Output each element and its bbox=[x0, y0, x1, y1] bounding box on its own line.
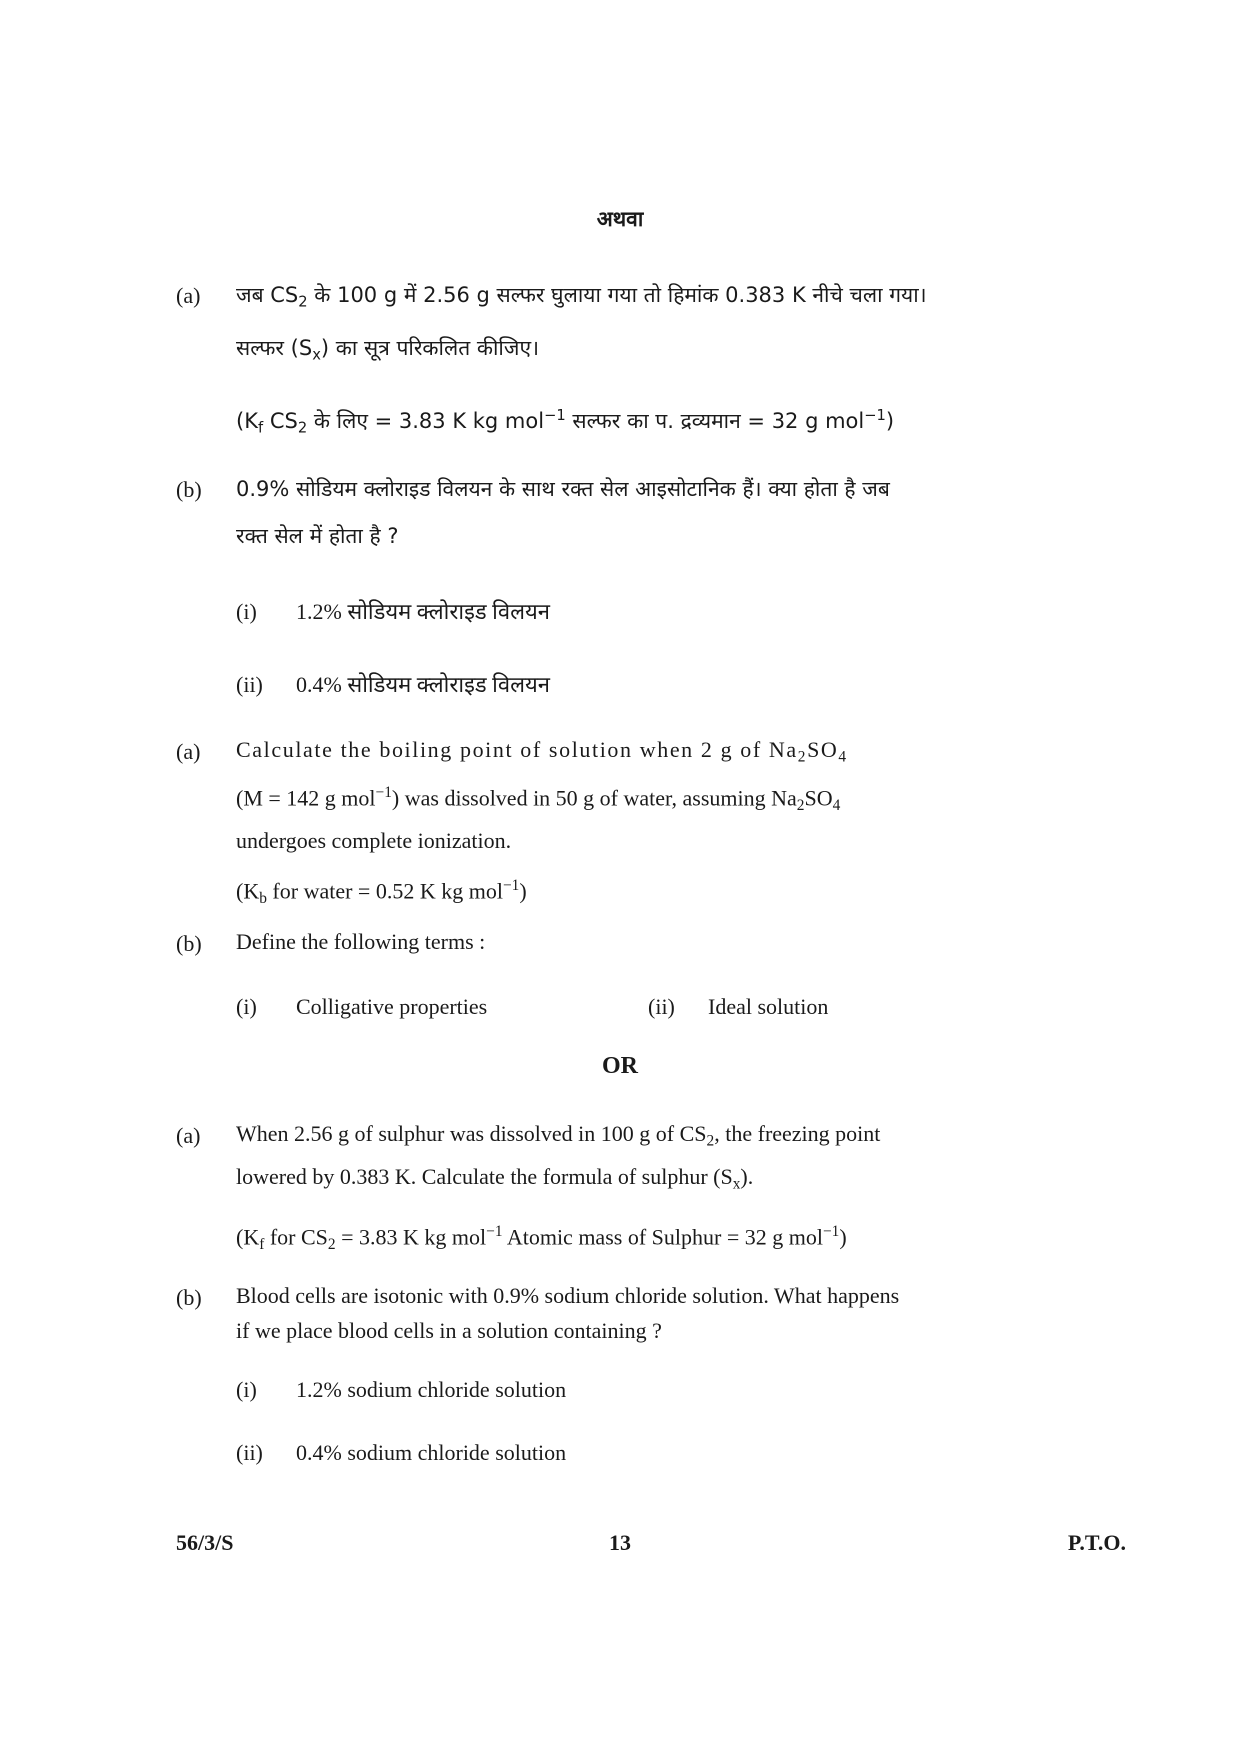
english-q-a2-data: ($K_f$ for $CS_2 = 3.83$ K kg mol$^{-1}$ Atomic mass of Sulphur = 32 g mol$^{-1}$) bbox=[236, 1223, 847, 1254]
english-q-b2-text bbox=[236, 1278, 1066, 1348]
footer-pto: P.T.O. bbox=[1067, 1530, 1126, 1555]
english-q-b2-i-label: (i) bbox=[236, 1377, 257, 1402]
english-q-a-data: ($K_b$ for water = 0.52 K kg mol$^{-1}$) bbox=[236, 877, 527, 908]
hindi-q-a-data: ($K_f$ $CS_2$ के लिए = 3.83 K kg mol$^{-1}$ सल्फर का प. द्रव्यमान = 32 g mol$^{-1}$) bbox=[236, 407, 895, 437]
english-q-b-i-text: Colligative properties bbox=[296, 994, 488, 1019]
hindi-q-b-line1: 0.9% सोडियम क्लोराइड विलयन के साथ रक्त सेल आइसोटानिक हैं। क्या होता है जब bbox=[236, 477, 890, 501]
hindi-q-b-i-label: (i) bbox=[236, 599, 257, 624]
hindi-q-a-text bbox=[236, 278, 1066, 373]
english-q-b2-ii-label: (ii) bbox=[236, 1440, 263, 1465]
english-q-b2-i-text: 1.2% sodium chloride solution bbox=[296, 1377, 567, 1402]
hindi-q-b-ii-label: (ii) bbox=[236, 672, 263, 697]
hindi-q-b-ii-text: 0.4% सोडियम क्लोराइड विलयन bbox=[296, 672, 550, 697]
english-q-a-text bbox=[236, 732, 1066, 858]
english-q-a-line3: undergoes complete ionization. bbox=[236, 827, 512, 853]
hindi-q-a-line1: जब $CS_2$ के 100 g में 2.56 g सल्फर घुलाया गया तो हिमांक 0.383 K नीचे चला गया। bbox=[236, 283, 927, 311]
hindi-q-a-label: (a) bbox=[176, 283, 201, 308]
english-q-b-ii-label: (ii) bbox=[648, 994, 675, 1019]
english-q-a-line2: (M = 142 g mol$^{-1}$) was dissolved in 50 g of water, assuming $Na_2SO_4$ bbox=[236, 783, 841, 814]
hindi-q-b-label: (b) bbox=[176, 477, 202, 502]
hindi-q-b-text bbox=[236, 472, 1066, 554]
hindi-or-heading: अथवा bbox=[596, 207, 644, 231]
english-q-b2-line1: Blood cells are isotonic with 0.9% sodium chloride solution. What happens bbox=[236, 1283, 900, 1308]
english-q-b2-label: (b) bbox=[176, 1285, 202, 1310]
english-q-b2-ii-text: 0.4% sodium chloride solution bbox=[296, 1440, 567, 1465]
english-q-b2-line2: if we place blood cells in a solution containing ? bbox=[236, 1318, 662, 1343]
footer-paper-code: 56/3/S bbox=[176, 1530, 234, 1555]
english-q-a-label: (a) bbox=[176, 739, 201, 764]
english-q-a2-label: (a) bbox=[176, 1123, 201, 1148]
english-q-a2-text bbox=[236, 1116, 1066, 1201]
english-q-a-line1: Calculate the boiling point of solution when 2 g of $Na_2SO_4$ bbox=[236, 737, 848, 766]
hindi-q-b-line2: रक्त सेल में होता है ? bbox=[236, 524, 399, 548]
english-q-b-ii-text: Ideal solution bbox=[708, 994, 829, 1019]
english-q-b-label: (b) bbox=[176, 931, 202, 956]
english-q-b-text: Define the following terms : bbox=[236, 929, 486, 954]
english-q-b-i-label: (i) bbox=[236, 994, 257, 1019]
english-q-a2-line1: When 2.56 g of sulphur was dissolved in 100 g of $CS_2$, the freezing point bbox=[236, 1121, 881, 1150]
english-q-a2-line2: lowered by 0.383 K. Calculate the formula of sulphur $(S_x)$. bbox=[236, 1163, 754, 1193]
hindi-q-a-line2: सल्फर $(S_x)$ का सूत्र परिकलित कीजिए। bbox=[236, 336, 540, 364]
footer-page-number: 13 bbox=[609, 1530, 631, 1555]
hindi-q-b-i-text: 1.2% सोडियम क्लोराइड विलयन bbox=[296, 599, 550, 624]
english-or-heading: OR bbox=[602, 1053, 638, 1079]
